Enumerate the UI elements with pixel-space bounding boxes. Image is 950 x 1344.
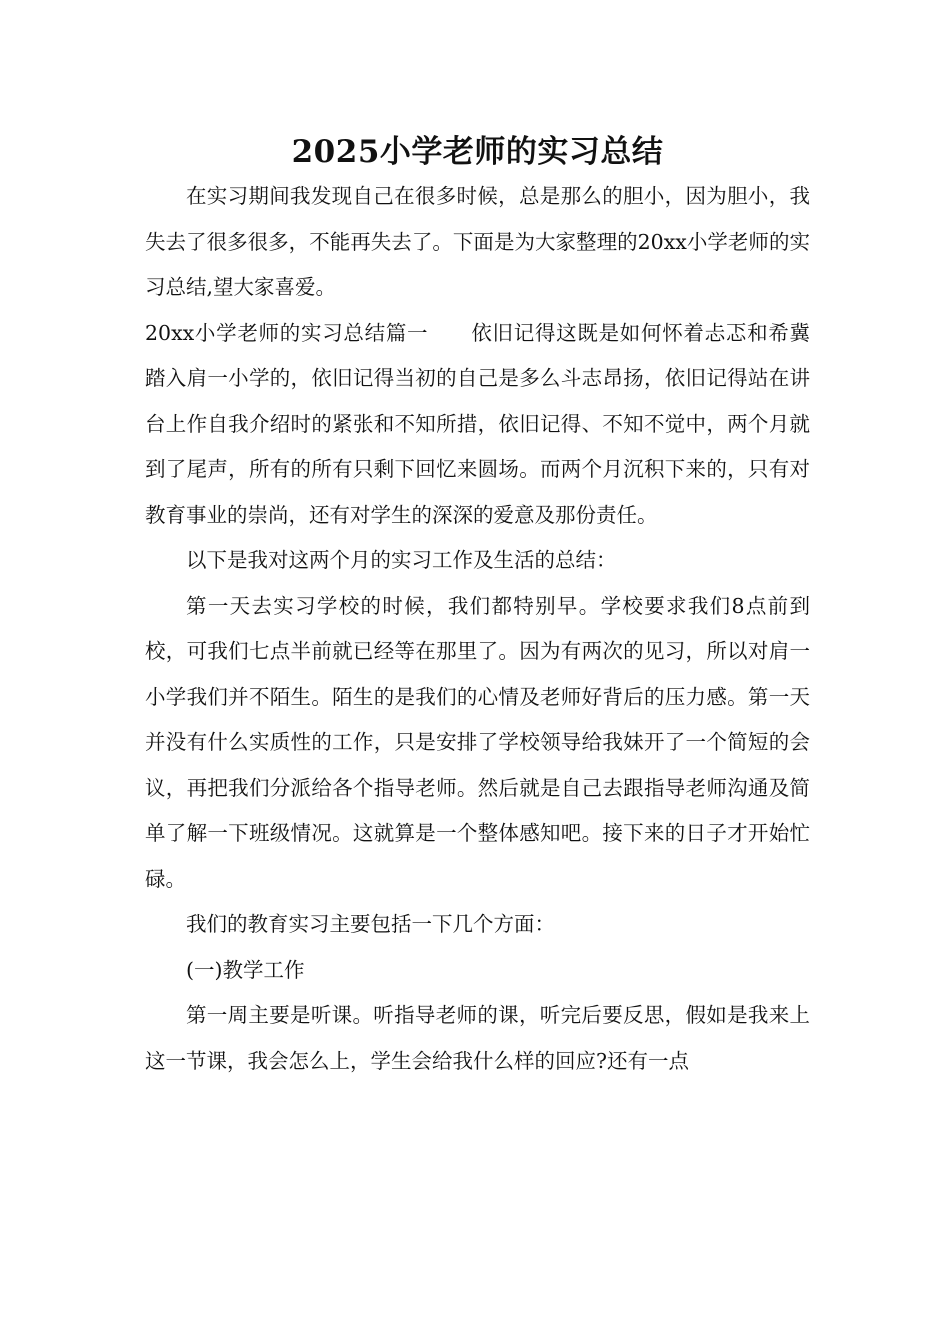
paragraph-aspects: 我们的教育实习主要包括一下几个方面： [186,912,555,936]
document-body [145,130,810,1084]
paragraph-first-week: 第一周主要是听课。听指导老师的课，听完后要反思，假如是我来上这一节课，我会怎么上，学生会给我什么样的回应?还有一点 [145,1003,810,1073]
paragraph-section-one-text: 依旧记得这既是如何怀着忐忑和希冀踏入肩一小学的，依旧记得当初的自己是多么斗志昂扬，依旧记得站在讲台上作自我介绍时的紧张和不知所措，依旧记得、不知不觉中，两个月就到了尾声，所有的所有只剩下回忆来圆场。而两个月沉积下来的，只有对教育事业的崇尚，还有对学生的深深的爱意及那份责任。 [145,320,810,527]
paragraph-section-one [145,311,810,539]
document-title: 2025小学老师的实习总结 [291,134,664,170]
paragraph-summary-intro: 以下是我对这两个月的实习工作及生活的总结： [186,548,617,572]
section-heading: 20xx小学老师的实习总结篇一 [145,320,429,345]
paragraph-intro: 在实习期间我发现自己在很多时候，总是那么的胆小，因为胆小，我失去了很多很多，不能再失去了。下面是为大家整理的20xx小学老师的实习总结,望大家喜爱。 [145,184,810,299]
paragraph-teaching-heading: (一)教学工作 [186,957,305,982]
paragraph-first-day: 第一天去实习学校的时候，我们都特别早。学校要求我们8点前到校，可我们七点半前就已经等在那里了。因为有两次的见习，所以对肩一小学我们并不陌生。陌生的是我们的心情及老师好背后的压力感。第一天并没有什么实质性的工作，只是安排了学校领导给我妹开了一个简短的会议，再把我们分派给各个指导老师。然后就是自己去跟指导老师沟通及简单了解一下班级情况。这就算是一个整体感知吧。接下来的日子才开始忙碌。 [145,593,810,891]
